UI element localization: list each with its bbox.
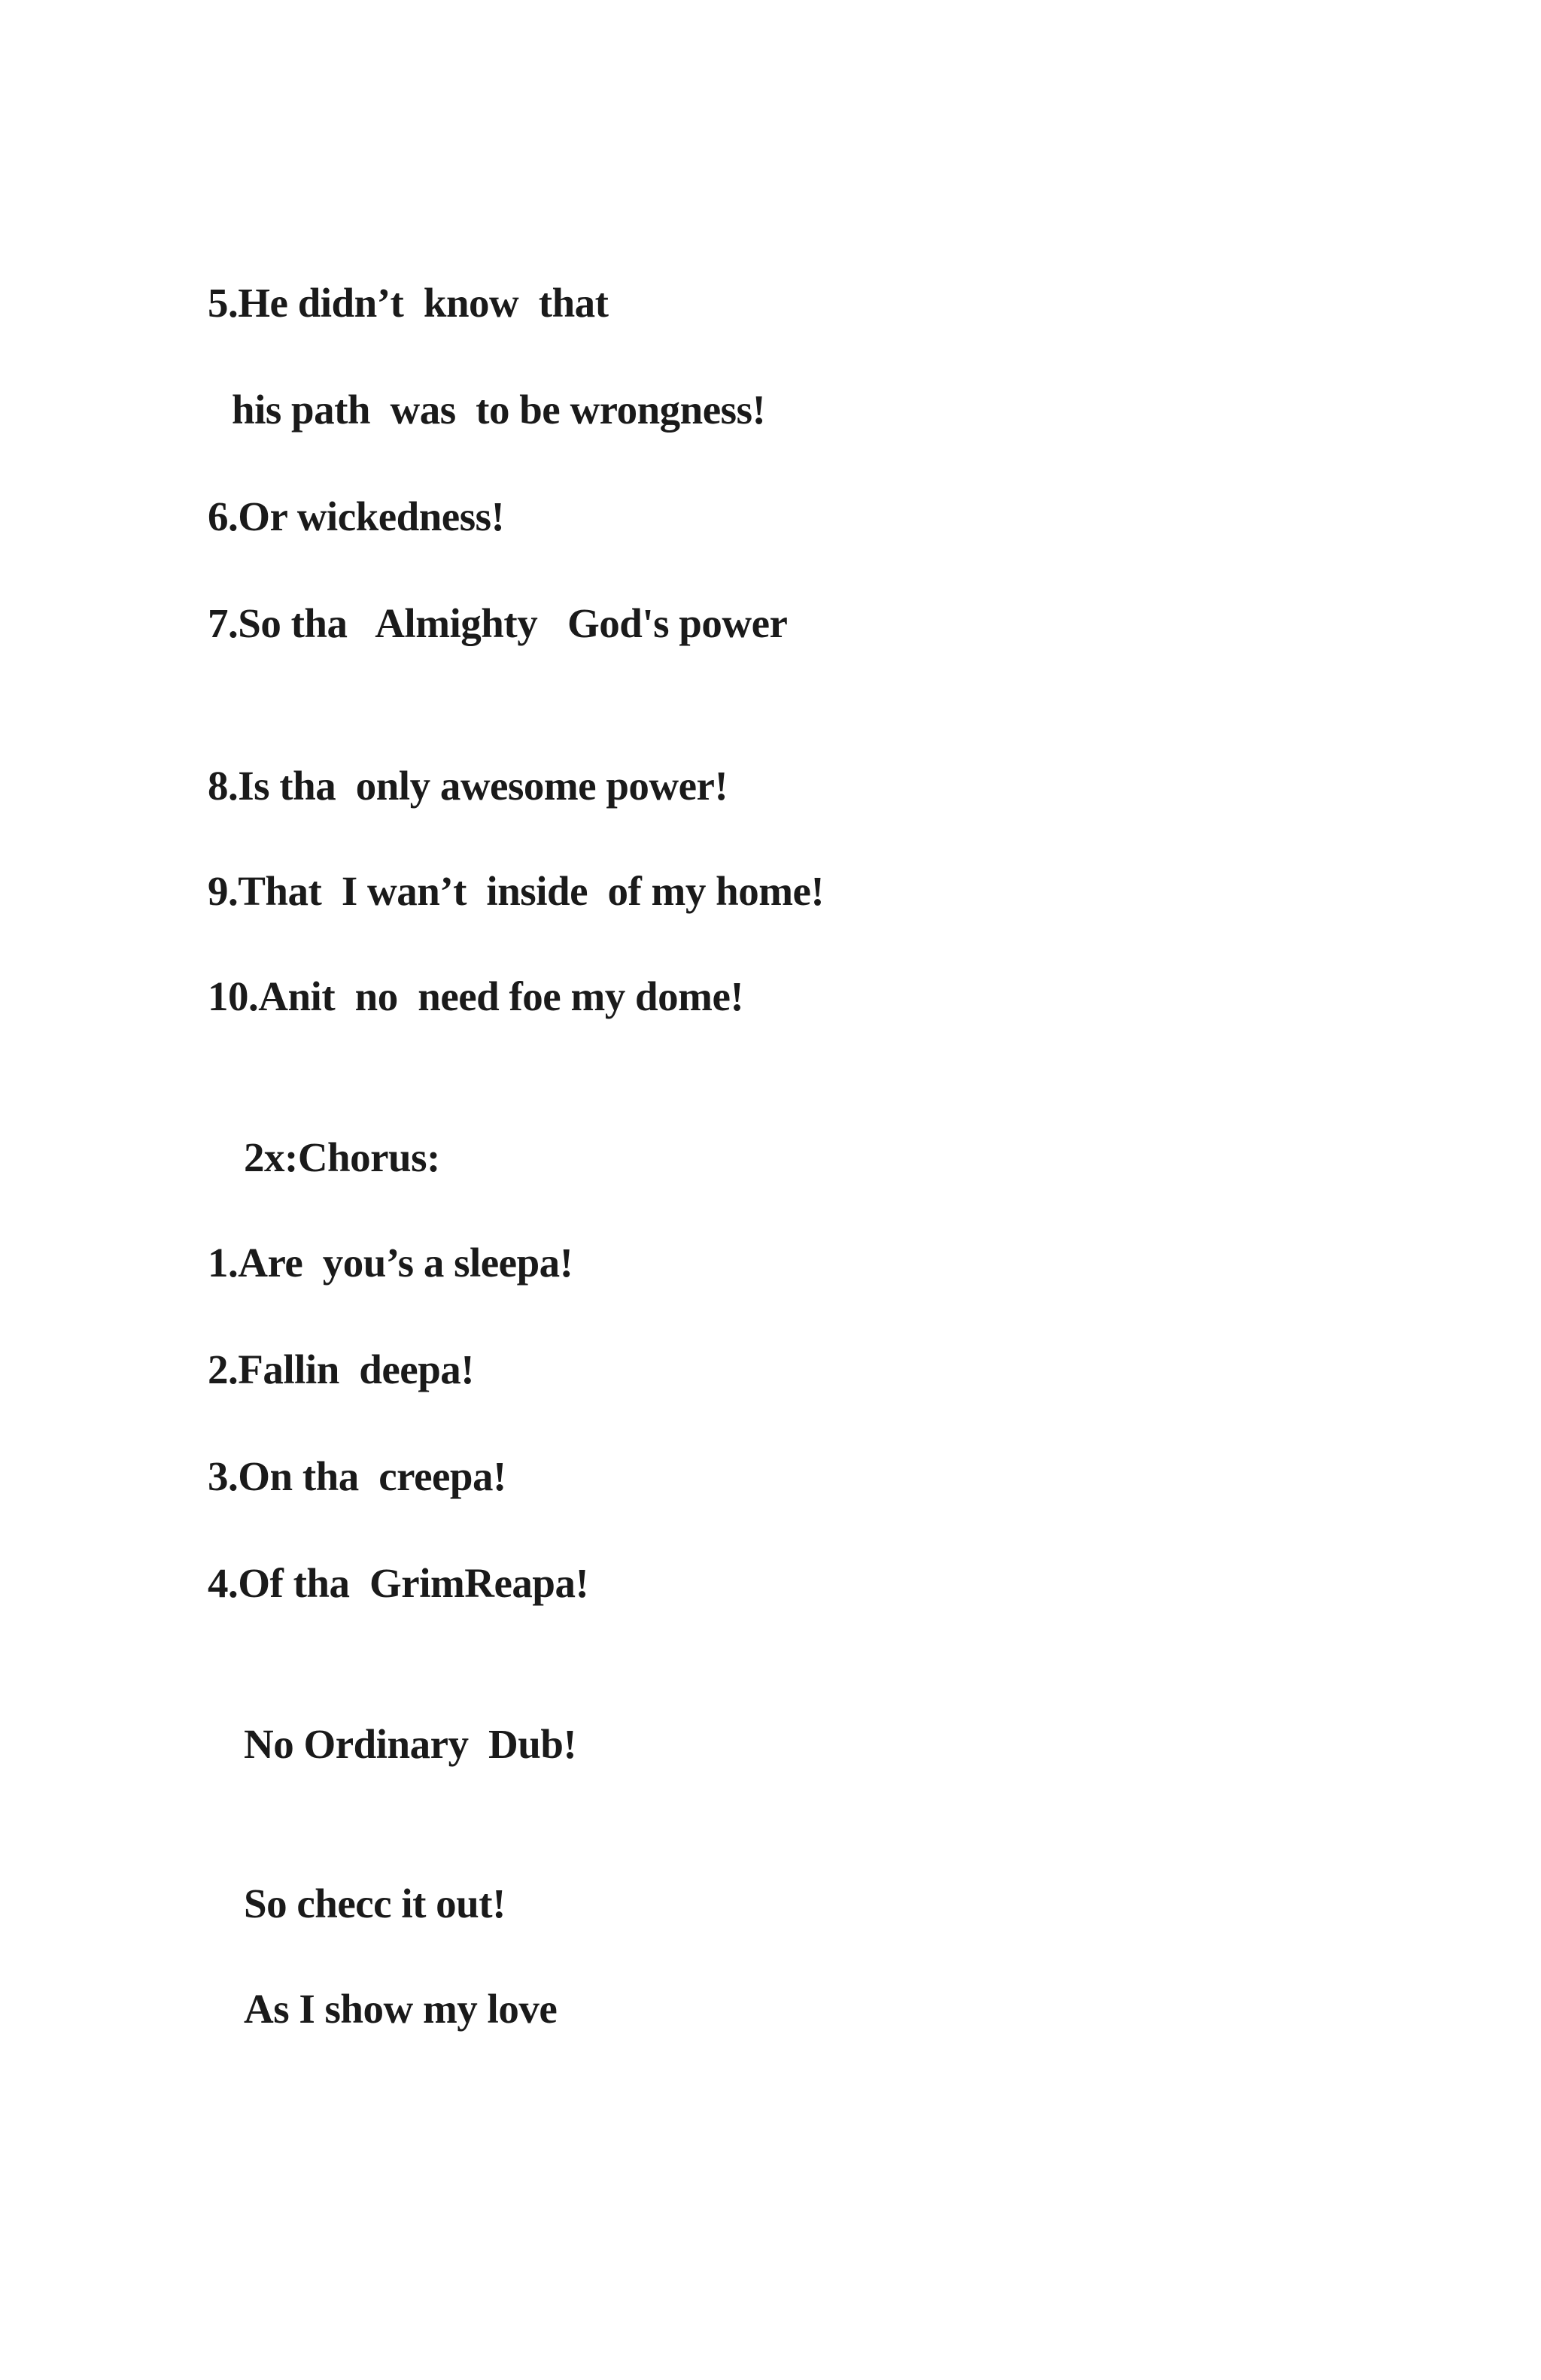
lyric-line-7: 7.So tha Almighty God's power [208, 600, 788, 646]
section-line: No Ordinary Dub! [244, 1721, 577, 1767]
chorus-line-2: 2.Fallin deepa! [208, 1346, 475, 1392]
lyric-line-9: 9.That I wan’t inside of my home! [208, 868, 825, 914]
lyric-line-6: 6.Or wickedness! [208, 493, 505, 539]
lyric-line-10: 10.Anit no need foe my dome! [208, 973, 744, 1019]
lyric-line-8: 8.Is tha only awesome power! [208, 763, 728, 809]
chorus-line-1: 1.Are you’s a sleepa! [208, 1240, 573, 1286]
chorus-line-3: 3.On tha creepa! [208, 1453, 506, 1499]
chorus-line-4: 4.Of tha GrimReapa! [208, 1560, 589, 1606]
lyric-line-5-cont: his path was to be wrongness! [232, 387, 766, 433]
closing-line-2: As I show my love [244, 1986, 558, 2032]
closing-line-1: So checc it out! [244, 1881, 506, 1926]
lyric-line-5: 5.He didn’t know that [208, 280, 609, 326]
chorus-heading: 2x:Chorus: [244, 1134, 440, 1180]
